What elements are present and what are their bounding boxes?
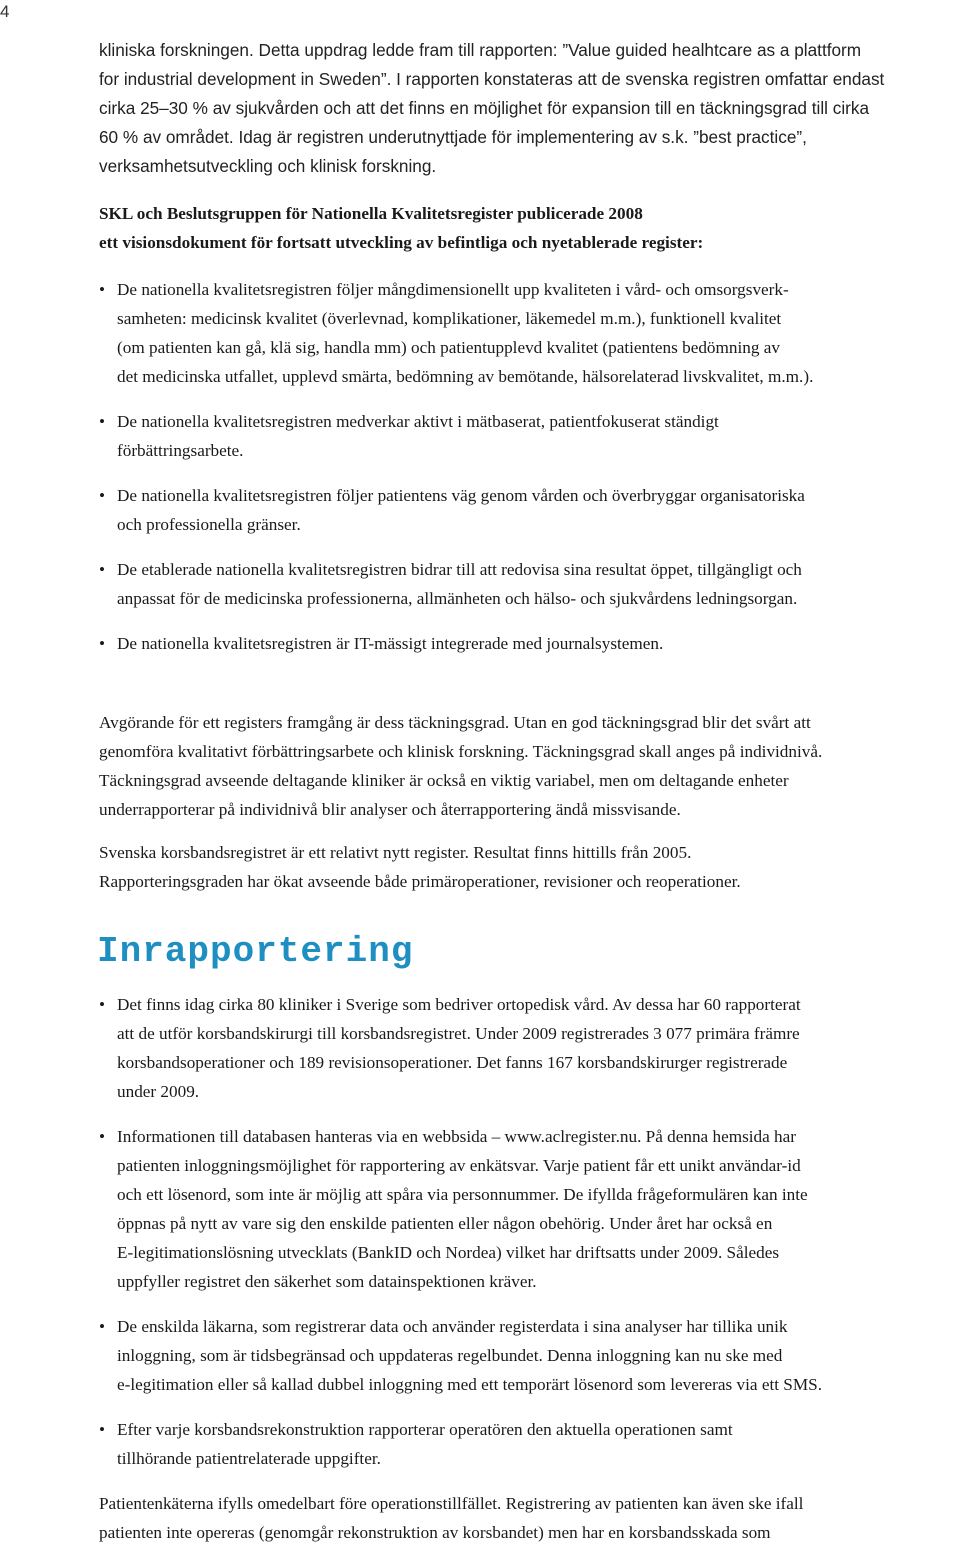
list-item-line: e-legitimation eller så kallad dubbel inloggning med ett temporärt lösenord som levereras via ett SMS.	[117, 1375, 822, 1394]
bullet-icon: •	[99, 634, 106, 653]
closing-paragraph	[99, 1489, 957, 1547]
list-item-line: och professionella gränser.	[117, 515, 301, 534]
list-item-line: förbättringsarbete.	[117, 441, 244, 460]
list-item-line: De nationella kvalitetsregistren följer mångdimensionellt upp kvaliteten i vård- och omsorgsverk-	[117, 280, 789, 299]
list-item	[99, 407, 957, 465]
lead-line: ett visionsdokument för fortsatt utveckling av befintliga och nyetablerade register:	[99, 233, 704, 252]
list-item	[99, 1415, 957, 1473]
list-item	[99, 555, 957, 613]
paragraph-line: Täckningsgrad avseende deltagande kliniker är också en viktig variabel, men om deltagande enheter	[99, 771, 789, 790]
section-heading: Inrapportering	[97, 931, 414, 972]
vision-lead	[99, 199, 957, 257]
bullet-icon: •	[99, 486, 106, 505]
list-item-line: öppnas på nytt av vare sig den enskilde patienten eller någon obehörig. Under året har också en	[117, 1214, 773, 1233]
paragraph-line: Rapporteringsgraden har ökat avseende både primäroperationer, revisioner och reoperationer.	[99, 872, 741, 891]
list-item-line: och ett lösenord, som inte är möjlig att spåra via personnummer. De ifyllda frågeformulären kan inte	[117, 1185, 808, 1204]
paragraph-line: Avgörande för ett registers framgång är dess täckningsgrad. Utan en god täckningsgrad blir det svårt att	[99, 713, 811, 732]
list-item-line: Informationen till databasen hanteras via en webbsida – www.aclregister.nu. På denna hemsida har	[117, 1127, 796, 1146]
intro-line: cirka 25–30 % av sjukvården och att det finns en möjlighet för expansion till en täckningsgrad till cirka	[99, 98, 870, 118]
list-item	[99, 1312, 957, 1399]
list-item-line: uppfyller registret den säkerhet som datainspektionen kräver.	[117, 1272, 537, 1291]
list-item-line: De etablerade nationella kvalitetsregistren bidrar till att redovisa sina resultat öppet, tillgängligt och	[117, 560, 802, 579]
list-item-line: under 2009.	[117, 1082, 200, 1101]
document-body	[99, 36, 957, 1561]
list-item-line: De nationella kvalitetsregistren följer patientens väg genom vården och överbryggar organisatoriska	[117, 486, 805, 505]
intro-line: kliniska forskningen. Detta uppdrag ledde fram till rapporten: ”Value guided healhtcare as a plattform	[99, 40, 862, 60]
list-item-line: De nationella kvalitetsregistren medverkar aktivt i mätbaserat, patientfokuserat ständigt	[117, 412, 719, 431]
list-item-line: inloggning, som är tidsbegränsad och uppdateras regelbundet. Denna inloggning kan nu ske med	[117, 1346, 783, 1365]
list-item-line: samheten: medicinsk kvalitet (överlevnad, komplikationer, läkemedel m.m.), funktionell kvalitet	[117, 309, 782, 328]
list-item-line: tillhörande patientrelaterade uppgifter.	[117, 1449, 381, 1468]
spacer	[99, 674, 957, 708]
list-item	[99, 481, 957, 539]
intro-paragraph	[99, 36, 957, 181]
bullet-icon: •	[99, 412, 106, 431]
paragraph-line: Patientenkäterna ifylls omedelbart före operationstillfället. Registrering av patienten kan även ske ifall	[99, 1494, 804, 1513]
paragraph-line: patienten inte opereras (genomgår rekonstruktion av korsbandet) men har en korsbandsskada som	[99, 1523, 771, 1542]
bullet-icon: •	[99, 280, 106, 299]
intro-line: for industrial development in Sweden”. I rapporten konstateras att de svenska registren omfattar endast	[99, 69, 885, 89]
bullet-icon: •	[99, 1317, 106, 1336]
paragraph-line: Svenska korsbandsregistret är ett relativt nytt register. Resultat finns hittills från 2005.	[99, 843, 692, 862]
bullet-icon: •	[99, 560, 106, 579]
list-item	[99, 629, 957, 658]
vision-bullet-list	[99, 275, 957, 658]
list-item-line: Det finns idag cirka 80 kliniker i Sverige som bedriver ortopedisk vård. Av dessa har 60 rapporterat	[117, 995, 801, 1014]
bullet-icon: •	[99, 995, 106, 1014]
lead-line: SKL och Beslutsgruppen för Nationella Kvalitetsregister publicerade 2008	[99, 204, 643, 223]
list-item-line: att de utför korsbandskirurgi till korsbandsregistret. Under 2009 registrerades 3 077 primära främre	[117, 1024, 800, 1043]
list-item	[99, 990, 957, 1106]
list-item-line: De nationella kvalitetsregistren är IT-mässigt integrerade med journalsystemen.	[117, 634, 664, 653]
list-item-line: (om patienten kan gå, klä sig, handla mm) och patientupplevd kvalitet (patientens bedömning av	[117, 338, 780, 357]
bullet-icon: •	[99, 1127, 106, 1146]
list-item-line: korsbandsoperationer och 189 revisionsoperationer. Det fanns 167 korsbandskirurger registrerade	[117, 1053, 788, 1072]
coverage-paragraph	[99, 708, 957, 824]
paragraph-line: genomföra kvalitativt förbättringsarbete och klinisk forskning. Täckningsgrad skall anges på individnivå.	[99, 742, 823, 761]
registry-paragraph	[99, 838, 957, 896]
list-item-line: det medicinska utfallet, upplevd smärta, bedömning av bemötande, hälsorelaterad livskvalitet, m.m.).	[117, 367, 814, 386]
bullet-icon: •	[99, 1420, 106, 1439]
list-item-line: E-legitimationslösning utvecklats (BankID och Nordea) vilket har driftsatts under 2009. Således	[117, 1243, 780, 1262]
intro-line: verksamhetsutveckling och klinisk forskning.	[99, 156, 437, 176]
list-item-line: patienten inloggningsmöjlighet för rapportering av enkätsvar. Varje patient får ett unikt användar-id	[117, 1156, 801, 1175]
reporting-bullet-list	[99, 990, 957, 1473]
page-number: 4	[0, 2, 10, 21]
list-item-line: De enskilda läkarna, som registrerar data och använder registerdata i sina analyser har tillika unik	[117, 1317, 788, 1336]
list-item	[99, 1122, 957, 1296]
paragraph-line: underrapporterar på individnivå blir analyser och återrapportering ändå missvisande.	[99, 800, 681, 819]
list-item	[99, 275, 957, 391]
intro-line: 60 % av området. Idag är registren underutnyttjade för implementering av s.k. ”best practice”,	[99, 127, 807, 147]
list-item-line: anpassat för de medicinska professionerna, allmänheten och hälso- och sjukvårdens ledningsorgan.	[117, 589, 798, 608]
list-item-line: Efter varje korsbandsrekonstruktion rapporterar operatören den aktuella operationen samt	[117, 1420, 733, 1439]
